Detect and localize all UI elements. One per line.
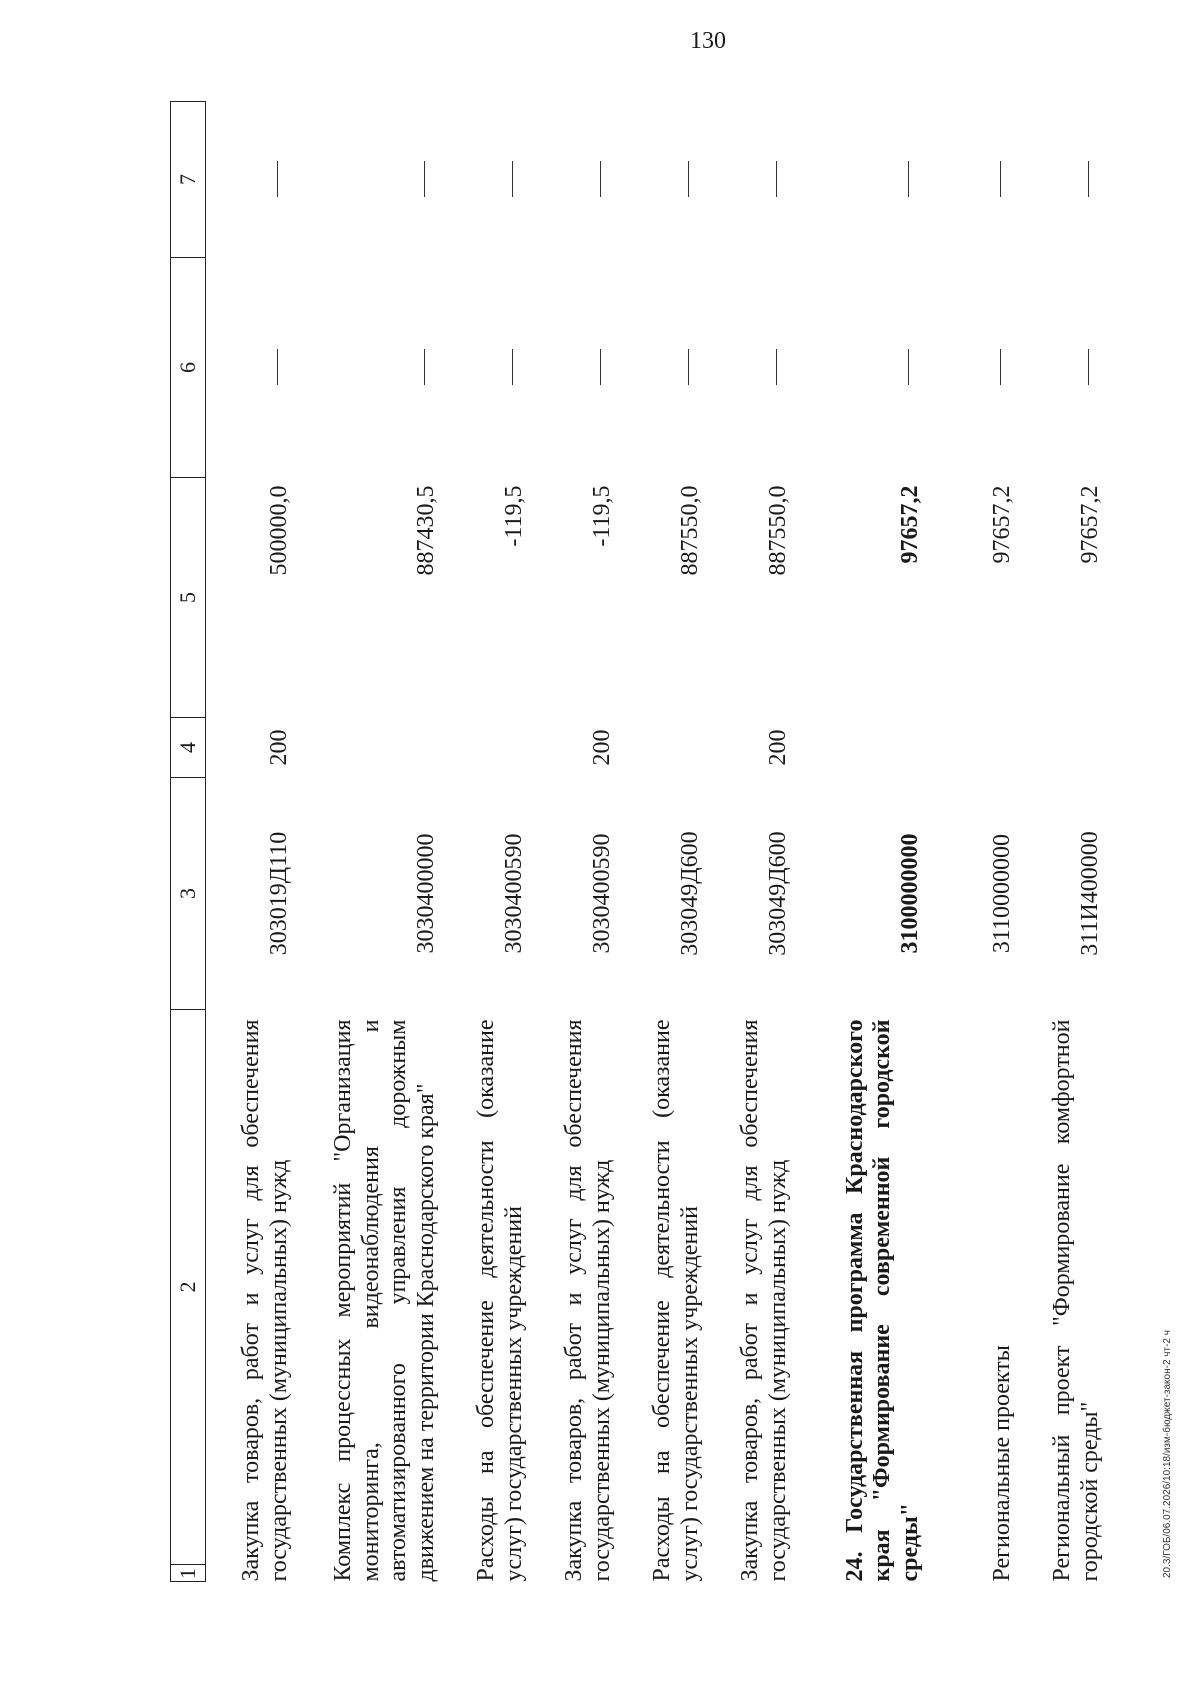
document-margin-note: 20.3/ГОБ/06.07.2026/10:18/изм-бюджет-закон-2 чт-2 ч — [1162, 1330, 1173, 1578]
row-col7 — [925, 102, 1017, 258]
row-sum: -119,5 — [589, 485, 616, 547]
dash-mark — [1000, 162, 1001, 198]
row-col6 — [925, 258, 1017, 478]
dash-mark — [424, 350, 425, 386]
row-vr — [1017, 718, 1105, 778]
row-col6 — [294, 258, 441, 478]
table-row — [925, 102, 1017, 1582]
dash-mark — [1000, 350, 1001, 386]
row-name: Расходы на обеспечение деятельности (оказание услуг) государственных учреждений — [473, 1019, 528, 1582]
table-row — [1017, 102, 1105, 1582]
rotated-table-area — [170, 102, 1200, 1582]
row-vr — [617, 718, 705, 778]
dash-mark — [277, 350, 278, 386]
row-col6 — [441, 258, 529, 478]
dash-mark — [277, 162, 278, 198]
row-col6 — [206, 258, 295, 478]
row-sum: -119,5 — [501, 485, 528, 547]
row-name: 24. Государственная программа Краснодарского края "Формирование современной городской среды" — [841, 1019, 924, 1582]
budget-table — [170, 101, 1105, 1582]
row-col6 — [1017, 258, 1105, 478]
row-sum: 97657,2 — [1077, 485, 1104, 564]
row-col7 — [793, 102, 925, 258]
header-col-5: 5 — [171, 478, 206, 718]
table-row — [617, 102, 705, 1582]
row-name: Закупка товаров, работ и услуг для обеспечения государственных (муниципальных) нужд — [238, 1019, 293, 1582]
header-col-7: 7 — [171, 102, 206, 258]
row-col6 — [793, 258, 925, 478]
row-code: 303049Д600 — [677, 831, 704, 956]
row-sum: 97657,2 — [897, 485, 924, 564]
row-code: 3030400590 — [501, 833, 528, 954]
page-number: 130 — [690, 28, 726, 54]
row-vr — [793, 718, 925, 778]
row-sum: 887550,0 — [765, 485, 792, 576]
table-row — [294, 102, 441, 1582]
header-col-3: 3 — [171, 778, 206, 1010]
dash-mark — [1088, 350, 1089, 386]
row-col7 — [206, 102, 295, 258]
row-col7 — [441, 102, 529, 258]
header-col-2: 2 — [171, 1010, 206, 1565]
dash-mark — [600, 162, 601, 198]
table-row — [529, 102, 617, 1582]
row-name: Расходы на обеспечение деятельности (оказание услуг) государственных учреждений — [649, 1019, 704, 1582]
row-vr: 200 — [266, 729, 293, 766]
row-code: 303049Д600 — [765, 831, 792, 956]
table-row — [206, 102, 295, 1582]
row-code: 303019Д110 — [266, 831, 293, 956]
dash-mark — [512, 162, 513, 198]
dash-mark — [908, 162, 909, 198]
row-name: Закупка товаров, работ и услуг для обеспечения государственных (муниципальных) нужд — [561, 1019, 616, 1582]
dash-mark — [776, 350, 777, 386]
table-row-program — [793, 102, 925, 1582]
dash-mark — [512, 350, 513, 386]
dash-mark — [600, 350, 601, 386]
row-vr: 200 — [765, 729, 792, 766]
row-sum: 887550,0 — [677, 485, 704, 576]
dash-mark — [688, 350, 689, 386]
row-name: Закупка товаров, работ и услуг для обеспечения государственных (муниципальных) нужд — [737, 1019, 792, 1582]
row-col6 — [529, 258, 617, 478]
row-sum: 887430,5 — [413, 485, 440, 576]
row-name: Региональный проект "Формирование комфортной городской среды" — [1049, 1019, 1104, 1582]
dash-mark — [424, 162, 425, 198]
row-col7 — [1017, 102, 1105, 258]
row-code: 311И400000 — [1077, 831, 1104, 956]
row-col6 — [705, 258, 793, 478]
row-code: 3110000000 — [989, 833, 1016, 954]
table-header-row — [171, 102, 206, 1582]
dash-mark — [908, 350, 909, 386]
row-col7 — [617, 102, 705, 258]
header-col-1: 1 — [171, 1565, 206, 1582]
row-sum: 97657,2 — [989, 485, 1016, 564]
table-row — [705, 102, 793, 1582]
row-sum: 500000,0 — [266, 485, 293, 576]
dash-mark — [688, 162, 689, 198]
table-row — [441, 102, 529, 1582]
row-code: 3100000000 — [897, 833, 924, 954]
header-col-6: 6 — [171, 258, 206, 478]
row-vr: 200 — [589, 729, 616, 766]
row-vr — [441, 718, 529, 778]
row-vr — [925, 718, 1017, 778]
dash-mark — [776, 162, 777, 198]
header-col-4: 4 — [171, 718, 206, 778]
dash-mark — [1088, 162, 1089, 198]
row-code: 3030400000 — [413, 833, 440, 954]
row-col7 — [294, 102, 441, 258]
row-code: 3030400590 — [589, 833, 616, 954]
row-col7 — [529, 102, 617, 258]
row-col7 — [705, 102, 793, 258]
row-name: Региональные проекты — [989, 1345, 1016, 1582]
row-name: Комплекс процессных мероприятий "Организация мониторинга, видеонаблюдения и автоматизированного управления дорожным движением на территории Краснодарского края" — [329, 1019, 440, 1582]
row-vr — [294, 718, 441, 778]
row-col6 — [617, 258, 705, 478]
